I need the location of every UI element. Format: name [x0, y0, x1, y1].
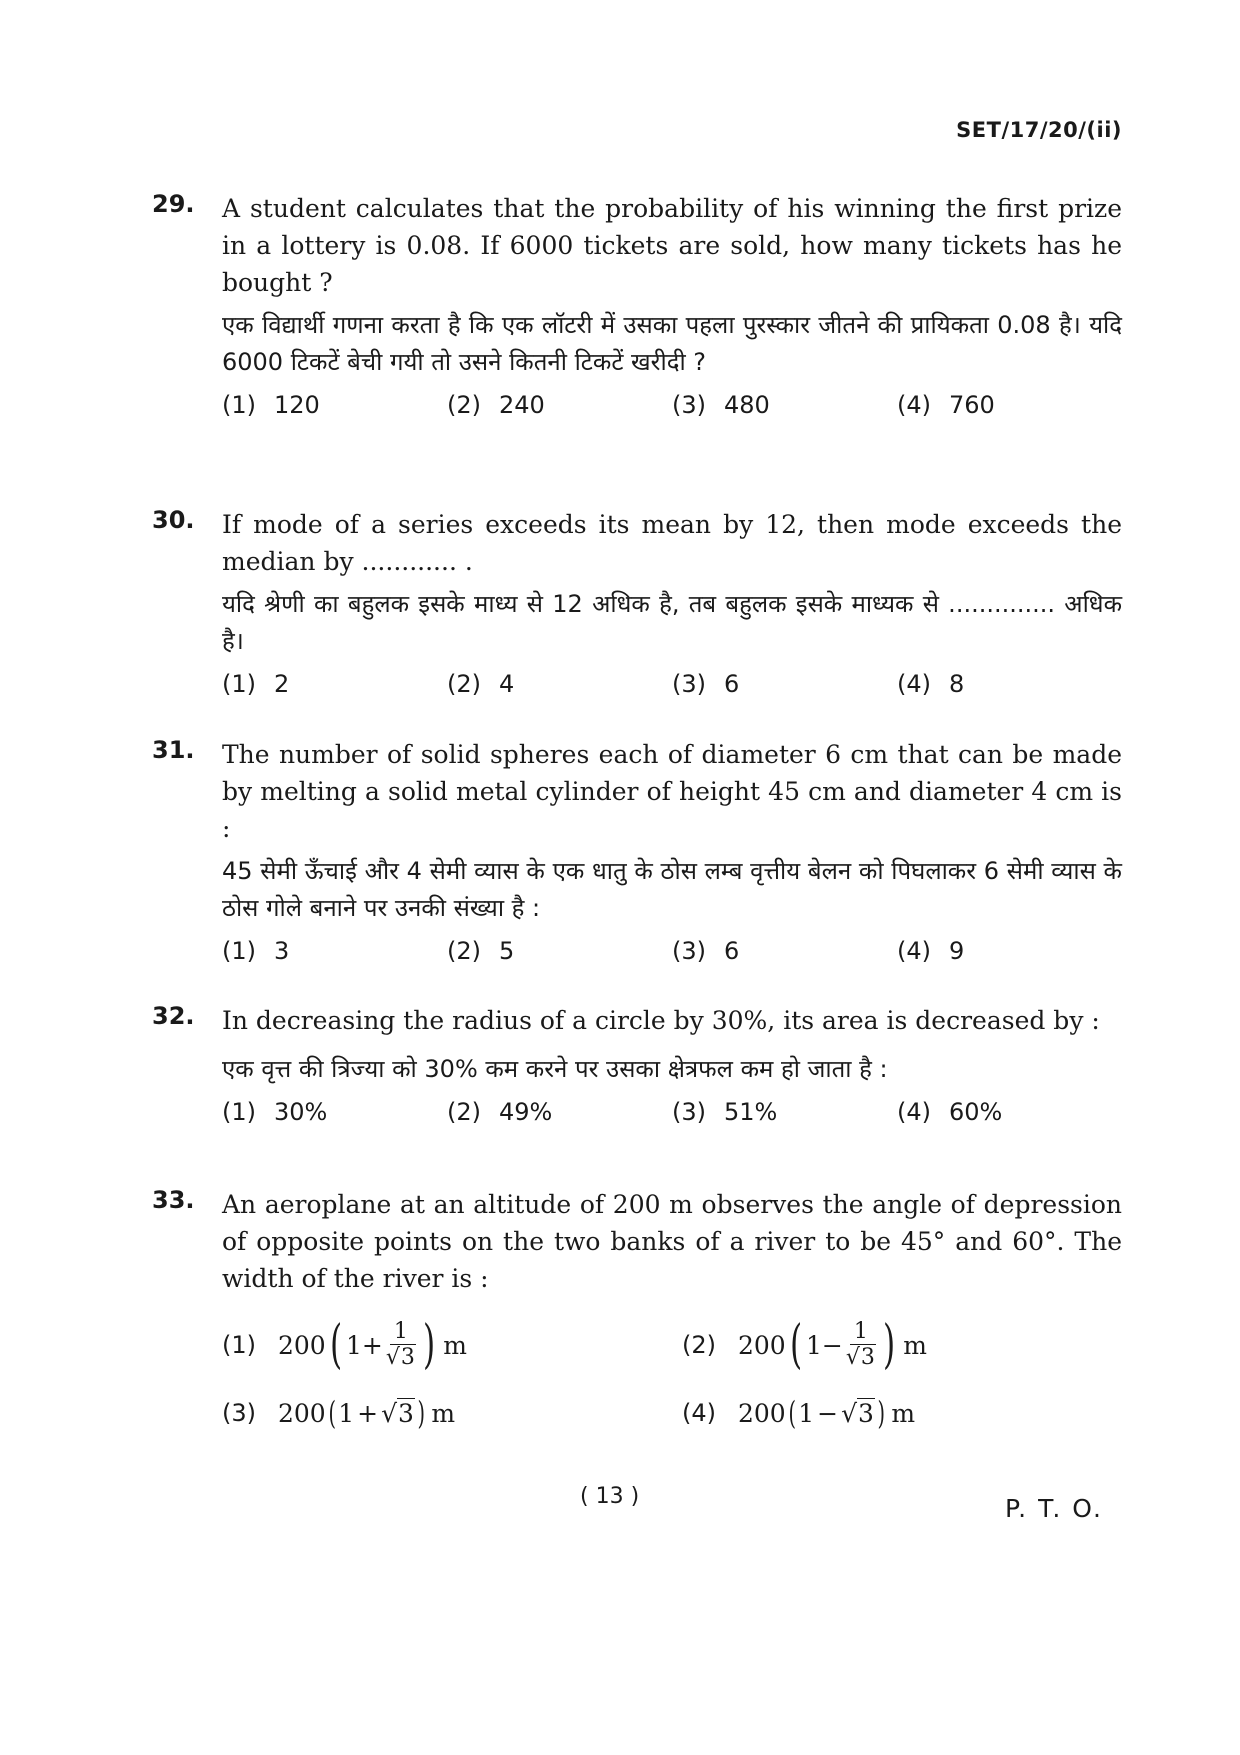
- option-expression: [278, 1394, 456, 1432]
- option-text: 240: [499, 391, 545, 419]
- left-paren: (: [789, 1315, 802, 1375]
- option-2[interactable]: [682, 1315, 1142, 1375]
- option-text: 8: [949, 670, 965, 698]
- right-paren: ): [877, 1394, 885, 1432]
- fraction: [386, 1320, 416, 1371]
- option-label: (3): [672, 937, 706, 965]
- option-label: (3): [672, 670, 706, 698]
- coefficient: 200: [278, 1398, 326, 1428]
- option-4[interactable]: [897, 391, 1122, 419]
- option-1[interactable]: [222, 1315, 682, 1375]
- option-3[interactable]: [672, 670, 897, 698]
- square-root: √3: [381, 1398, 414, 1428]
- numerator: 1: [390, 1320, 412, 1345]
- option-label: (3): [672, 1098, 706, 1126]
- option-text: 760: [949, 391, 995, 419]
- option-3[interactable]: [672, 937, 897, 965]
- page-code: SET/17/20/(ii): [956, 118, 1122, 142]
- question-number: 31.: [152, 736, 195, 764]
- options-grid: [222, 1315, 1122, 1432]
- option-4[interactable]: [897, 1098, 1122, 1126]
- question-text-english: A student calculates that the probability of his winning the first prize in a lottery is 0.08. If 6000 tickets are sold, how many tickets has he bought ?: [222, 194, 1122, 297]
- fraction: [846, 1320, 876, 1371]
- term-one: 1: [806, 1330, 822, 1360]
- option-1[interactable]: [222, 391, 447, 419]
- radicand: 3: [398, 1398, 414, 1428]
- option-text: 6: [724, 670, 740, 698]
- option-text: 2: [274, 670, 290, 698]
- coefficient: 200: [738, 1398, 786, 1428]
- page-number: ( 13 ): [580, 1484, 640, 1509]
- option-text: 120: [274, 391, 320, 419]
- radicand: 3: [860, 1344, 875, 1370]
- denominator: √3: [845, 1344, 875, 1370]
- option-label: (1): [222, 1098, 256, 1126]
- option-label: (1): [222, 937, 256, 965]
- question-number: 29.: [152, 190, 195, 218]
- left-paren: (: [329, 1315, 342, 1375]
- question-31: [152, 736, 1122, 965]
- option-expression: [738, 1394, 916, 1432]
- coefficient: 200: [738, 1330, 786, 1360]
- numerator: 1: [850, 1320, 872, 1345]
- question-30: [152, 506, 1122, 698]
- question-number: 30.: [152, 506, 195, 534]
- option-label: (4): [897, 1098, 931, 1126]
- term-one: 1: [798, 1398, 815, 1428]
- option-4[interactable]: [897, 937, 1122, 965]
- question-number: 32.: [152, 1002, 195, 1030]
- option-text: 6: [724, 937, 740, 965]
- question-text-hindi: यदि श्रेणी का बहुलक इसके माध्य से 12 अधिक है, तब बहुलक इसके माध्यक से .............. अधिक है।: [222, 590, 1122, 655]
- option-3[interactable]: [672, 391, 897, 419]
- option-text: 480: [724, 391, 770, 419]
- option-text: 49%: [499, 1098, 553, 1126]
- unit: m: [443, 1330, 467, 1360]
- option-2[interactable]: [447, 391, 672, 419]
- options-row: [222, 1098, 1122, 1126]
- option-label: (1): [222, 1331, 256, 1359]
- option-4[interactable]: [682, 1394, 1142, 1432]
- please-turn-over: P. T. O.: [1005, 1494, 1103, 1523]
- option-2[interactable]: [447, 1098, 672, 1126]
- radicand: 3: [400, 1344, 415, 1370]
- question-number: 33.: [152, 1186, 195, 1214]
- option-1[interactable]: [222, 670, 447, 698]
- radicand: 3: [858, 1398, 874, 1428]
- option-1[interactable]: [222, 1098, 447, 1126]
- question-33: [152, 1186, 1122, 1432]
- question-text-english: In decreasing the radius of a circle by 30%, its area is decreased by :: [222, 1006, 1100, 1035]
- sign: +: [357, 1398, 379, 1428]
- question-text-hindi: 45 सेमी ऊँचाई और 4 सेमी व्यास के एक धातु के ठोस लम्ब वृत्तीय बेलन को पिघलाकर 6 सेमी व्यास के ठोस गोले बनाने पर उनकी संख्या है :: [222, 857, 1122, 922]
- option-expression: [278, 1315, 467, 1375]
- option-label: (4): [897, 670, 931, 698]
- option-text: 60%: [949, 1098, 1003, 1126]
- option-text: 30%: [274, 1098, 328, 1126]
- unit: m: [431, 1398, 456, 1428]
- option-text: 4: [499, 670, 515, 698]
- options-row: [222, 937, 1122, 965]
- question-32: [152, 1002, 1122, 1126]
- left-paren: (: [328, 1394, 336, 1432]
- options-row: [222, 391, 1122, 419]
- option-label: (2): [447, 391, 481, 419]
- option-label: (1): [222, 391, 256, 419]
- denominator: √3: [385, 1344, 415, 1370]
- option-expression: [738, 1315, 927, 1375]
- term-one: 1: [338, 1398, 355, 1428]
- option-text: 9: [949, 937, 965, 965]
- option-2[interactable]: [447, 670, 672, 698]
- question-text-hindi: एक वृत्त की त्रिज्या को 30% कम करने पर उसका क्षेत्रफल कम हो जाता है :: [222, 1055, 888, 1083]
- term-one: 1: [346, 1330, 362, 1360]
- option-text: 5: [499, 937, 515, 965]
- option-label: (4): [897, 391, 931, 419]
- unit: m: [903, 1330, 927, 1360]
- question-29: [152, 190, 1122, 419]
- options-row: [222, 670, 1122, 698]
- option-label: (3): [222, 1399, 256, 1427]
- unit: m: [891, 1398, 916, 1428]
- option-label: (2): [447, 937, 481, 965]
- question-text-english: An aeroplane at an altitude of 200 m observes the angle of depression of opposite points on the two banks of a river to be 45° and 60°. The width of the river is :: [222, 1190, 1122, 1293]
- right-paren: ): [422, 1315, 436, 1375]
- option-label: (1): [222, 670, 256, 698]
- right-paren: ): [417, 1394, 425, 1432]
- left-paren: (: [788, 1394, 796, 1432]
- option-3[interactable]: [672, 1098, 897, 1126]
- option-text: 3: [274, 937, 290, 965]
- square-root: √3: [841, 1398, 874, 1428]
- sign: −: [821, 1330, 843, 1360]
- question-text-hindi: एक विद्यार्थी गणना करता है कि एक लॉटरी में उसका पहला पुरस्कार जीतने की प्रायिकता 0.08 है। यदि 6000 टिकटें बेची गयी तो उसने कितनी टिकटें खरीदी ?: [222, 311, 1122, 376]
- option-label: (2): [447, 670, 481, 698]
- coefficient: 200: [278, 1330, 326, 1360]
- sign: −: [817, 1398, 839, 1428]
- option-label: (4): [682, 1399, 716, 1427]
- option-2[interactable]: [447, 937, 672, 965]
- question-text-english: The number of solid spheres each of diameter 6 cm that can be made by melting a solid metal cylinder of height 45 cm and diameter 4 cm is :: [222, 740, 1122, 843]
- option-3[interactable]: [222, 1394, 682, 1432]
- sign: +: [361, 1330, 383, 1360]
- right-paren: ): [882, 1315, 896, 1375]
- question-text-english: If mode of a series exceeds its mean by 12, then mode exceeds the median by ............ .: [222, 510, 1122, 576]
- option-label: (4): [897, 937, 931, 965]
- option-text: 51%: [724, 1098, 778, 1126]
- option-4[interactable]: [897, 670, 1122, 698]
- option-label: (2): [682, 1331, 716, 1359]
- option-label: (2): [447, 1098, 481, 1126]
- option-1[interactable]: [222, 937, 447, 965]
- option-label: (3): [672, 391, 706, 419]
